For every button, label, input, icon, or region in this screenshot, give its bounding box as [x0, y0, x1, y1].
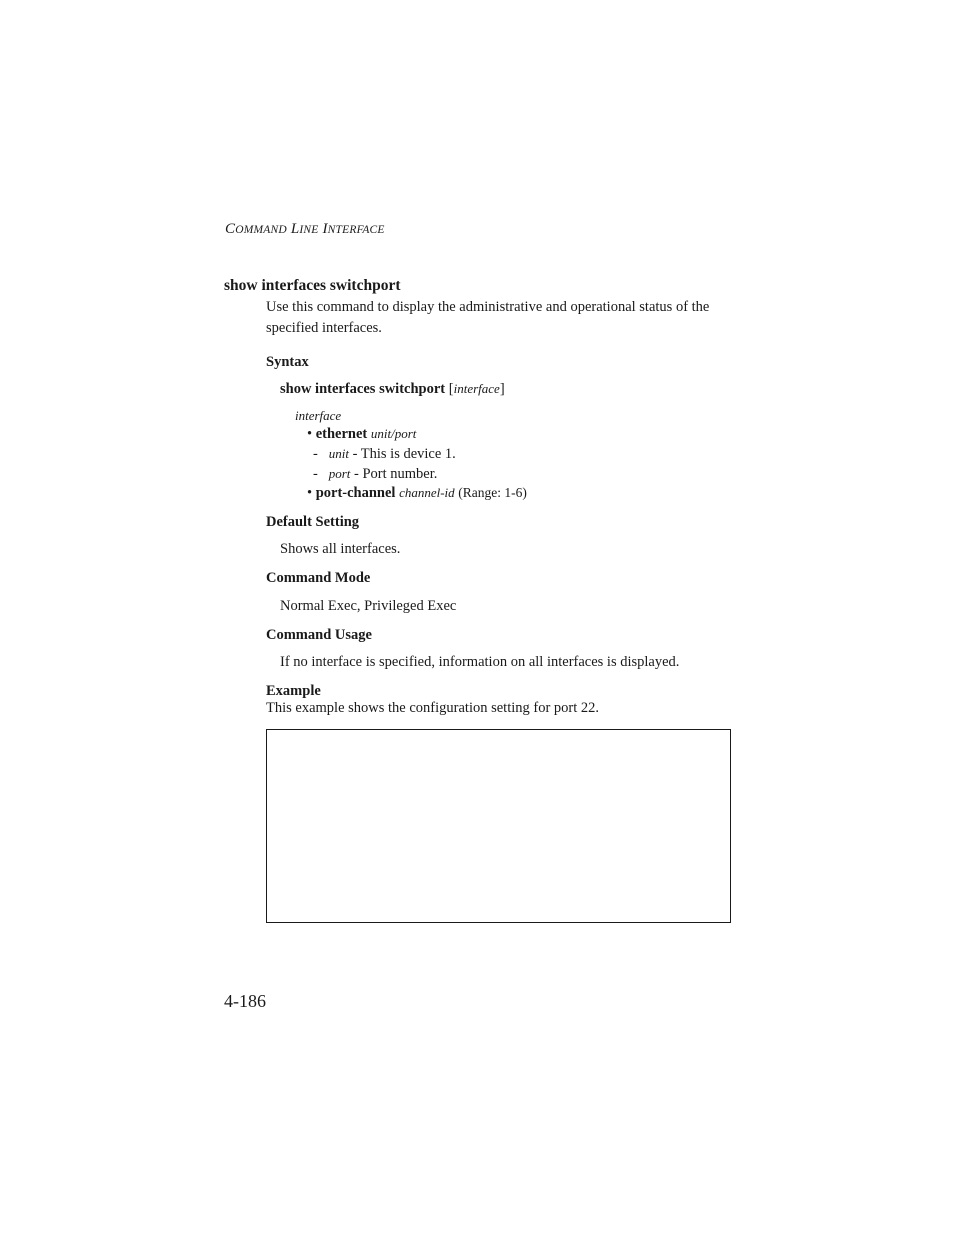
syntax-command: show interfaces switchport: [280, 381, 446, 397]
example-text: This example shows the configuration setting for port 22.: [266, 700, 600, 716]
command-mode-heading: Command Mode: [266, 570, 371, 586]
sub-port: - port - Port number.: [313, 466, 438, 482]
command-usage-heading: Command Usage: [266, 627, 372, 643]
bullet-port-channel: • port-channel channel-id (Range: 1-6): [307, 485, 527, 501]
syntax-param: interface: [453, 381, 500, 396]
example-heading: Example: [266, 683, 321, 699]
page-number: 4-186: [224, 991, 266, 1011]
sub-unit: - unit - This is device 1.: [313, 446, 456, 462]
default-setting-text: Shows all interfaces.: [280, 541, 401, 557]
bullet-ethernet: • ethernet unit/port: [307, 426, 417, 442]
command-title: show interfaces switchport: [224, 277, 401, 294]
syntax-heading: Syntax: [266, 354, 309, 370]
param-label: interface: [295, 408, 342, 423]
command-description: Use this command to display the administrative and operational status of the specified interfaces.: [266, 299, 710, 336]
command-mode-text: Normal Exec, Privileged Exec: [280, 598, 457, 614]
syntax-line: show interfaces switchport [interface]: [280, 381, 505, 397]
default-setting-heading: Default Setting: [266, 514, 360, 530]
example-output-box: [266, 729, 731, 923]
running-header: COMMAND LINE INTERFACE: [225, 221, 385, 237]
command-usage-text: If no interface is specified, information on all interfaces is displayed.: [280, 654, 680, 670]
